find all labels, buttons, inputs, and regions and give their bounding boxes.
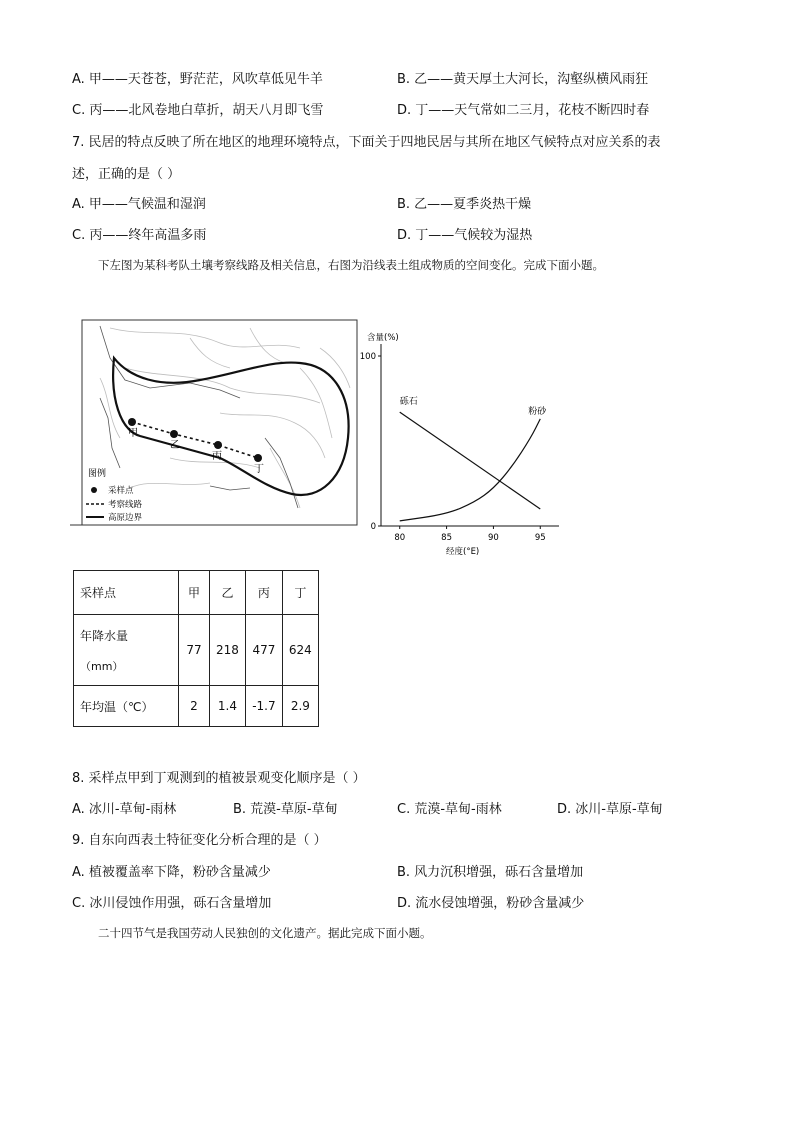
q6-option-a: A. 甲——天苍苍，野茫茫，风吹草低见牛羊 — [72, 72, 323, 87]
q8-stem: 8. 采样点甲到丁观测到的植被景观变化顺序是（ ） — [72, 771, 366, 786]
table-cell: 1.4 — [210, 686, 246, 727]
table-cell: 218 — [210, 615, 246, 686]
x-tick-label: 85 — [441, 533, 452, 543]
x-tick-label: 80 — [394, 533, 406, 543]
sample-point-ding — [254, 454, 262, 462]
q7-option-d: D. 丁——气候较为湿热 — [397, 228, 533, 243]
label-ding: 丁 — [254, 464, 264, 475]
table-cell: 2.9 — [282, 686, 318, 727]
legend-survey-route: 考察线路 — [108, 500, 143, 510]
legend-point-symbol — [91, 487, 97, 493]
table-cell: 77 — [179, 615, 210, 686]
label-bing: 丙 — [212, 451, 222, 462]
q9-stem: 9. 自东向西表土特征变化分析合理的是（ ） — [72, 833, 327, 848]
legend-plateau-boundary: 高原边界 — [108, 513, 143, 523]
precip-label-line1: 年降水量 — [80, 628, 129, 643]
q8-option-a: A. 冰川-草甸-雨林 — [72, 802, 177, 817]
table-header-row — [74, 571, 319, 615]
label-yi: 乙 — [170, 440, 180, 451]
legend-title: 图例 — [88, 469, 107, 479]
table-row-label — [74, 615, 179, 686]
table-header-cell: 采样点 — [74, 571, 179, 615]
series-label-gravel: 砾石 — [399, 397, 418, 408]
q9-option-c: C. 冰川侵蚀作用强，砾石含量增加 — [72, 896, 272, 911]
q6-option-b: B. 乙——黄天厚土大河长，沟壑纵横风雨狂 — [397, 72, 649, 87]
table-header-cell: 乙 — [210, 571, 246, 615]
q7-option-c: C. 丙——终年高温多雨 — [72, 228, 207, 243]
table-header-cell: 丁 — [282, 571, 318, 615]
y-axis-label: 含量(%) — [367, 333, 399, 343]
table-row-label: 年均温（℃） — [74, 686, 179, 727]
q7-stem-line2: 述，正确的是（ ） — [72, 167, 181, 182]
q6-option-d: D. 丁——天气常如二三月，花枝不断四时春 — [397, 103, 650, 118]
q8-option-d: D. 冰川-草原-草甸 — [557, 802, 663, 817]
x-axis-label: 经度(°E) — [446, 547, 480, 557]
sample-point-jia — [128, 418, 136, 426]
table-cell: 2 — [179, 686, 210, 727]
series-label-silt: 粉砂 — [528, 406, 547, 417]
table-header-cell: 丙 — [245, 571, 282, 615]
sample-point-yi — [170, 430, 178, 438]
q6-option-c: C. 丙——北风卷地白草折，胡天八月即飞雪 — [72, 103, 324, 118]
table-cell: 477 — [245, 615, 282, 686]
solar-terms-intro: 二十四节气是我国劳动人民独创的文化遗产。据此完成下面小题。 — [98, 926, 432, 940]
x-tick-label: 95 — [534, 533, 546, 543]
q9-option-b: B. 风力沉积增强，砾石含量增加 — [397, 865, 584, 880]
series-line-0 — [400, 412, 541, 509]
precip-label-line2: （mm） — [80, 659, 124, 673]
y-tick-label: 0 — [370, 522, 376, 532]
q9-option-a: A. 植被覆盖率下降，粉砂含量减少 — [72, 865, 271, 880]
q8-option-c: C. 荒漠-草甸-雨林 — [397, 802, 502, 817]
survey-route-map — [70, 318, 362, 530]
q7-option-a: A. 甲——气候温和湿润 — [72, 197, 206, 212]
legend-sample-point: 采样点 — [108, 486, 134, 496]
table-cell: 624 — [282, 615, 318, 686]
sampling-table — [73, 570, 319, 727]
figure-intro-text: 下左图为某科考队土壤考察线路及相关信息，右图为沿线表土组成物质的空间变化。完成下面小题。 — [98, 258, 604, 272]
y-tick-label: 100 — [359, 352, 376, 362]
q8-option-b: B. 荒漠-草原-草甸 — [233, 802, 338, 817]
q7-option-b: B. 乙——夏季炎热干燥 — [397, 197, 532, 212]
table-row-precipitation — [74, 615, 319, 686]
surface-soil-composition-chart — [359, 326, 574, 560]
table-cell: -1.7 — [245, 686, 282, 727]
x-tick-label: 90 — [488, 533, 499, 543]
sample-point-bing — [214, 441, 222, 449]
series-line-1 — [400, 419, 541, 521]
table-header-cell: 甲 — [179, 571, 210, 615]
label-jia: 甲 — [128, 428, 138, 439]
q9-option-d: D. 流水侵蚀增强，粉砂含量减少 — [397, 896, 585, 911]
table-row-temperature — [74, 686, 319, 727]
q7-stem-line1: 7. 民居的特点反映了所在地区的地理环境特点，下面关于四地民居与其所在地区气候特点对应关系的表 — [72, 135, 661, 150]
